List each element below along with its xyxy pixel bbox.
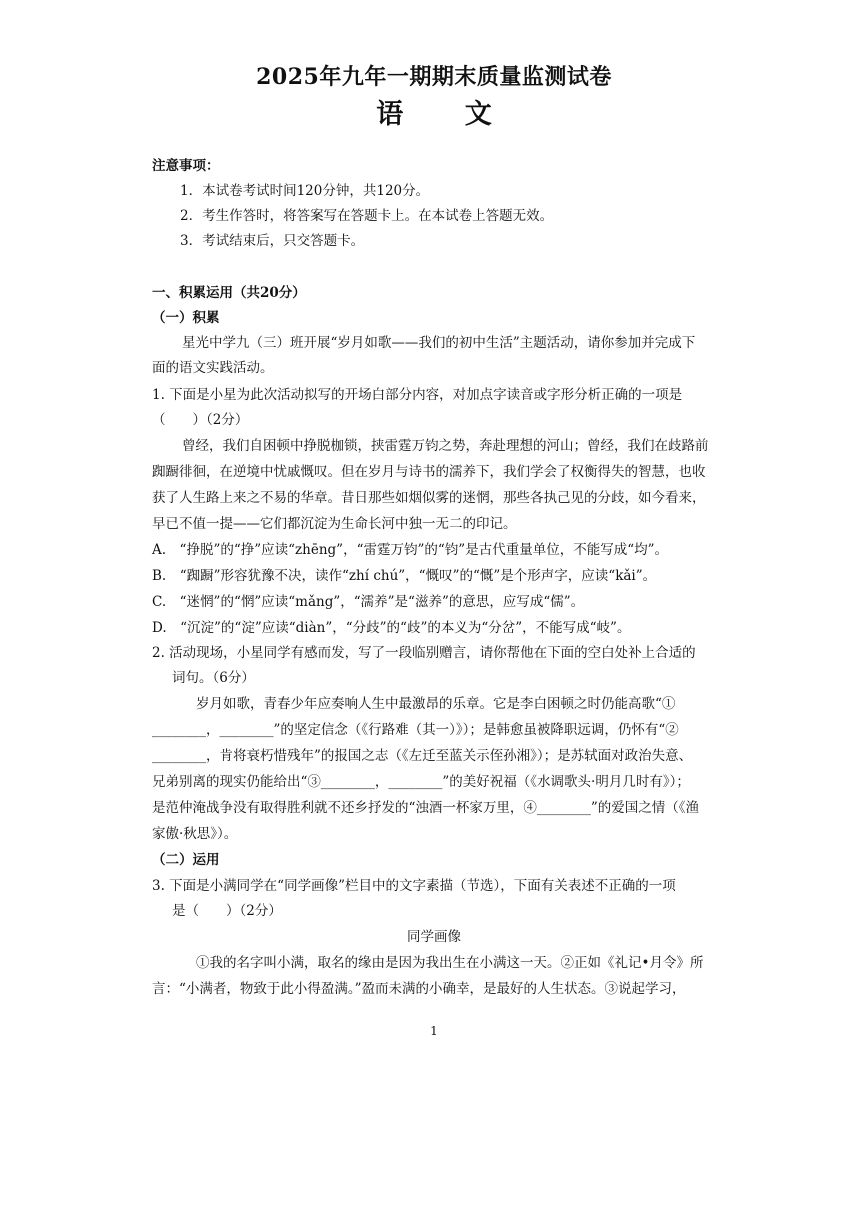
article-title: 同学画像 [407,929,461,945]
intro-line: 星光中学九（三）班开展“岁月如歌——我们的初中生活”主题活动，请你参加并完成下 [182,335,696,351]
passage-line: 家傲·秋思》）。 [152,826,238,842]
passage-line: ________，肯将衰朽惜残年”的报国之志（《左迁至蓝关示侄孙湘》）；是苏轼面对政治失意、 [152,748,693,764]
subsection-heading: （一）积累 [152,310,220,326]
notice-item: 3．考试结束后，只交答题卡。 [180,233,365,249]
subsection-heading: （二）运用 [152,852,220,868]
question-stem: 2. 活动现场，小星同学有感而发，写了一段临别赠言，请你帮他在下面的空白处补上合适的 [152,645,696,661]
option-b: B. “踟蹰”形容犹豫不决，读作“zhí chú”，“慨叹”的“慨”是个形声字，应读“kǎi”。 [152,568,657,584]
passage-line: 踟蹰徘徊，在逆境中忧戚慨叹。但在岁月与诗书的濡养下，我们学会了权衡得失的智慧，也收 [152,464,706,480]
passage-line: ①我的名字叫小满，取名的缘由是因为我出生在小满这一天。②正如《礼记•月令》所 [196,955,704,971]
notice-item: 1．本试卷考试时间120分钟，共120分。 [180,183,430,199]
notice-item: 2．考生作答时，将答案写在答题卡上。在本试卷上答题无效。 [180,208,554,224]
passage-line: 岁月如歌，青春少年应奏响人生中最激昂的乐章。它是李白困顿之时仍能高歌“① [196,696,676,712]
subject-title: 语 文 [376,99,518,130]
question-stem: 词句。（6分） [172,670,255,686]
page-number: 1 [430,1024,438,1038]
option-d: D. “沉淀”的“淀”应读“diàn”，“分歧”的“歧”的本义为“分岔”，不能写成“岐”。 [152,620,631,636]
passage-line: ________，________”的坚定信念（《行路难（其一）》）；是韩愈虽被降职远调，仍怀有“② [152,722,679,738]
notice-heading: 注意事项： [152,158,220,174]
passage-line: 言：“小满者，物致于此小得盈满。”盈而未满的小确幸，是最好的人生状态。③说起学习， [152,981,686,997]
passage-line: 早已不值一提——它们都沉淀为生命长河中独一无二的印记。 [152,516,517,532]
passage-line: 兄弟别离的现实仍能给出“③________，________”的美好祝福（《水调歌头·明月几时有》）； [152,774,690,790]
passage-line: 是范仲淹战争没有取得胜利就不还乡抒发的“浊酒一杯家万里，④________”的爱国之情（《渔 [152,800,700,816]
question-stem: （ ）（2分） [152,412,249,428]
option-a: A. “挣脱”的“挣”应读“zhēng”，“雷霆万钧”的“钧”是古代重量单位，不能写成“均”。 [152,542,668,558]
passage-line: 获了人生路上来之不易的华章。昔日那些如烟似雾的迷惘，那些各执己见的分歧，如今看来， [152,490,706,506]
option-c: C. “迷惘”的“惘”应读“mǎng”，“濡养”是“滋养”的意思，应写成“儒”。 [152,594,585,610]
passage-line: 曾经，我们自困顿中挣脱枷锁，挟雷霆万钧之势，奔赴理想的河山；曾经，我们在歧路前 [182,438,709,454]
question-stem: 1. 下面是小星为此次活动拟写的开场白部分内容，对加点字读音或字形分析正确的一项是 [152,387,683,403]
question-stem: 是（ ）（2分） [172,903,282,919]
section-heading: 一、积累运用（共20分） [152,285,306,301]
intro-line: 面的语文实践活动。 [152,360,274,376]
exam-title: 2025年九年一期期末质量监测试卷 [256,64,612,90]
question-stem: 3. 下面是小满同学在“同学画像”栏目中的文字素描（节选），下面有关表述不正确的一项 [152,878,676,894]
